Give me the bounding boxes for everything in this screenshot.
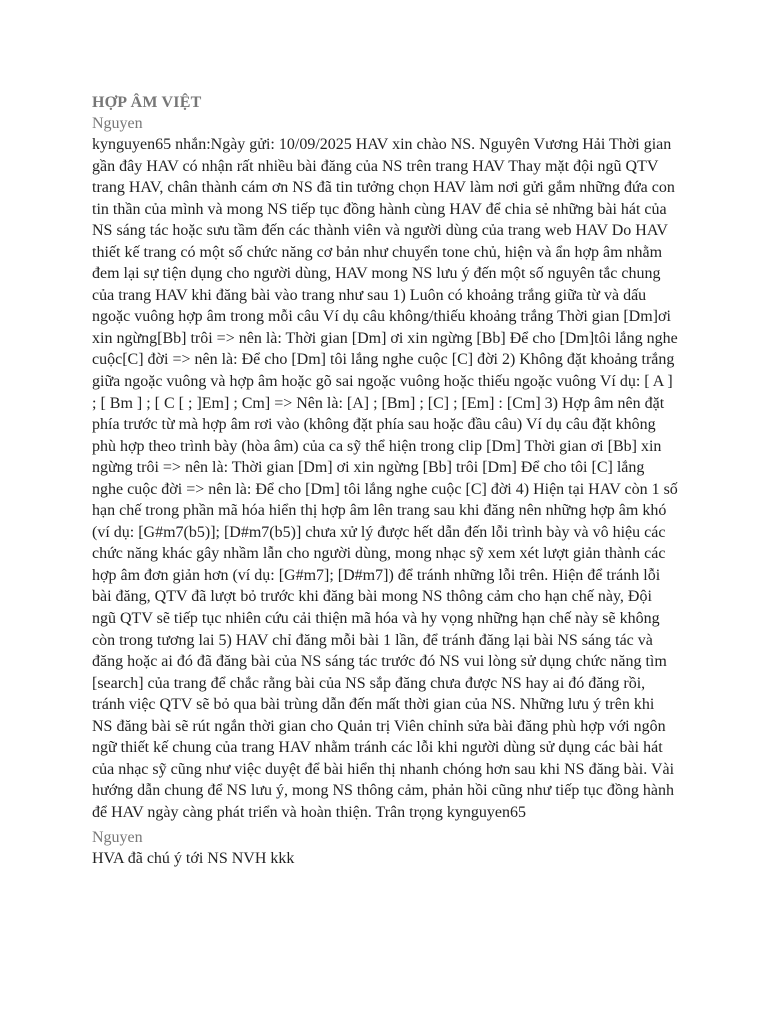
post-author: Nguyen [92,115,143,132]
post-message: kynguyen65 nhắn:Ngày gửi: 10/09/2025 HAV xin chào NS. Nguyên Vương Hải Thời gian gần đây HAV có nhận rất nhiều bài đăng của NS trên trang HAV Thay mặt đội ngũ QTV trang HAV, chân thành cám ơn NS đã tin tưởng chọn HAV làm nơi gửi gắm những đứa con tin thần của mình và mong NS tiếp tục đồng hành cùng HAV để chia sẻ những bài hát của NS sáng tác hoặc sưu tầm đến các thành viên và người dùng của trang web HAV Do HAV thiết kế trang có một số chức năng cơ bản như chuyển tone chủ, hiện và ẩn hợp âm nhằm đem lại sự tiện dụng cho người dùng, HAV mong NS lưu ý đến một số nguyên tắc chung của trang HAV khi đăng bài vào trang như sau 1) Luôn có khoảng trắng giữa từ và dấu ngoặc vuông hợp âm trong mỗi câu Ví dụ câu không/thiếu khoảng trắng Thời gian [Dm]ơi xin ngừng[Bb] trôi => nên là: Thời gian [Dm] ơi xin ngừng [Bb] Để cho [Dm]tôi lắng nghe cuộc[C] đời => nên là: Để cho [Dm] tôi lắng nghe cuộc [C] đời 2) Không đặt khoảng trắng giữa ngoặc vuông và hợp âm hoặc gõ sai ngoặc vuông hoặc thiếu ngoặc vuông Ví dụ: [ A ] ; [ Bm ] ; [ C [ ; ]Em] ; Cm] => Nên là: [A] ; [Bm] ; [C] ; [Em] : [Cm] 3) Hợp âm nên đặt phía trước từ mà hợp âm rơi vào (không đặt phía sau hoặc đầu câu) Ví dụ câu đặt không phù hợp theo trình bày (hòa âm) của ca sỹ thể hiện trong clip [Dm] Thời gian ơi [Bb] xin ngừng trôi => nên là: Thời gian [Dm] ơi xin ngừng [Bb] trôi [Dm] Để cho tôi [C] lắng nghe cuộc đời => nên là: Để cho [Dm] tôi lắng nghe cuộc [C] đời 4) Hiện tại HAV còn 1 số hạn chế trong phần mã hóa hiển thị hợp âm lên trang sau khi đăng nên những hợp âm khó (ví dụ: [G#m7(b5)]; [D#m7(b5)] chưa xử lý được hết dẫn đến lỗi trình bày và vô hiệu các chức năng khác gây nhầm lẫn cho người dùng, mong nhạc sỹ xem xét lượt giản thành các hợp âm đơn giản hơn (ví dụ: [G#m7]; [D#m7]) để tránh những lỗi trên. Hiện để tránh lỗi bài đăng, QTV đã lượt bỏ trước khi đăng bài mong NS thông cảm cho hạn chế này, Đội ngũ QTV sẽ tiếp tục nhiên cứu cải thiện mã hóa và hy vọng những hạn chế này sẽ không còn trong tương lai 5) HAV chỉ đăng mỗi bài 1 lần, để tránh đăng lại bài NS sáng tác và đăng hoặc ai đó đã đăng bài của NS sáng tác trước đó NS vui lòng sử dụng chức năng tìm [search] của trang để chắc rằng bài của NS sắp đăng chưa được NS hay ai đó đăng rồi, tránh việc QTV sẽ bỏ qua bài trùng dẫn đến mất thời gian của NS. Những lưu ý trên khi NS đăng bài sẽ rút ngắn thời gian cho Quản trị Viên chỉnh sửa bài đăng phù hợp với ngôn ngữ thiết kế chung của trang HAV nhằm tránh các lỗi khi người dùng sử dụng các bài hát của nhạc sỹ cũng như việc duyệt để bài hiển thị nhanh chóng hơn sau khi NS đăng bài. Vài hướng dẫn chung để NS lưu ý, mong NS thông cảm, phản hồi cũng như tiếp tục đồng hành để HAV ngày càng phát triển và hoàn thiện. Trân trọng kynguyen65 [92,136,678,821]
post-author: Nguyen [92,828,143,846]
post-item [92,827,678,870]
post-item [92,113,678,824]
site-title: HỢP ÂM VIỆT [92,94,202,111]
page-content [92,92,678,869]
post-message: HVA đã chú ý tới NS NVH kkk [92,849,295,867]
